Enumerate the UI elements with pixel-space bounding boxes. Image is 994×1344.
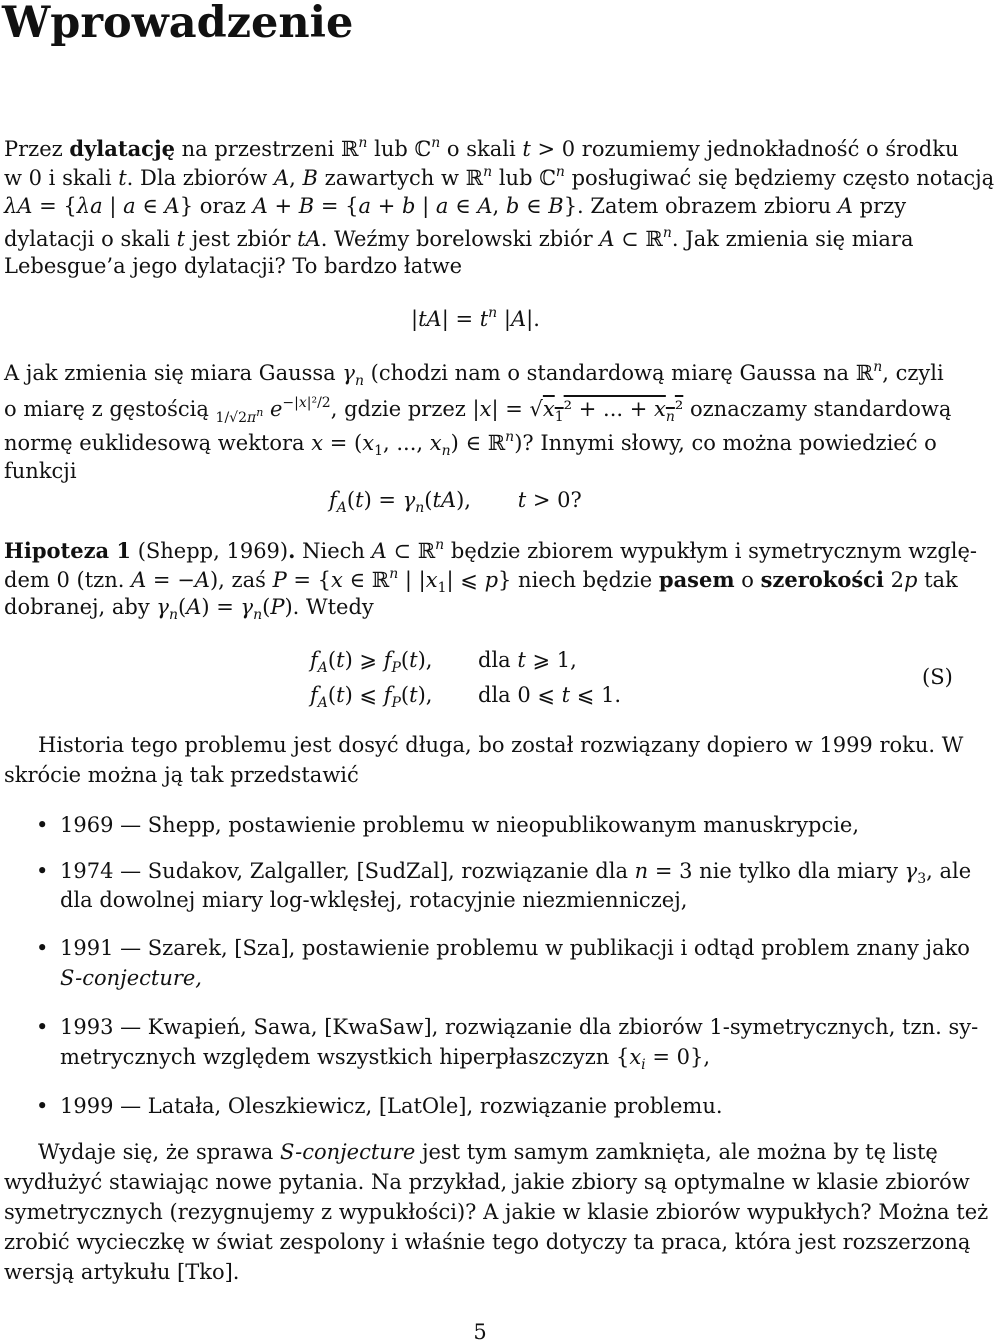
section-heading: Wprowadzenie: [2, 0, 354, 48]
list-item-1991-line2: S-conjecture,: [60, 966, 202, 990]
list-item-1974-line1: 1974 — Sudakov, Zalgaller, [SudZal], rozwiązanie dla n = 3 nie tylko dla miary $\gamma_3$, ale: [60, 859, 972, 887]
hypothesis-line2: dem 0 (tzn. A = −A), zaś P = {x ∈ ℝ$^n$ | $|x_1|$ ⩽ p} niech będzie pasem o szerokości 2p tak: [4, 566, 958, 596]
hypothesis-line3: dobranej, aby $\gamma_n(A) = \gamma_n(P)$. Wtedy: [4, 595, 374, 623]
equation-lebesgue: $|tA| = t^n$ |A|.: [411, 305, 540, 331]
para3-line2: skrócie można ją tak przedstawić: [4, 763, 359, 787]
para2-line1: A jak zmienia się miara Gaussa $\gamma_n$ (chodzi nam o standardową miarę Gaussa na ℝ$^n$, czyli: [4, 359, 944, 389]
para1-line2: w 0 i skali t. Dla zbiorów A, B zawartych w ℝ$^n$ lub ℂ$^n$ posługiwać się będziemy często notacją: [4, 164, 994, 190]
para1-line4: dylatacji o skali t jest zbiór tA. Weźmy borelowski zbiór A ⊂ ℝ$^n$. Jak zmienia się miara: [4, 225, 914, 251]
para4-line1: Wydaje się, że sprawa S-conjecture jest tym samym zamknięta, ale można by tę listę: [38, 1140, 938, 1164]
hypothesis-line1: Hipoteza 1 (Shepp, 1969). Niech A ⊂ ℝ$^n$ będzie zbiorem wypukłym i symetrycznym wzglę-: [4, 537, 978, 563]
eq-S-tag: (S): [922, 665, 953, 689]
equation-fA: $f_A(t) = \gamma_n(tA)$, t > 0?: [329, 488, 582, 516]
list-bullet: •: [36, 1015, 49, 1039]
para4-line4: zrobić wycieczkę w świat zespolony i właśnie tego dotyczy ta praca, która jest rozszerzoną: [4, 1230, 971, 1254]
para4-line5: wersją artykułu [Tko].: [4, 1260, 240, 1284]
eq-S-row2-left: $f_A(t)$ ⩽ $f_P(t)$,: [310, 683, 433, 711]
list-bullet: •: [36, 859, 49, 883]
list-bullet: •: [36, 936, 49, 960]
para4-line3: symetrycznych (rezygnujemy z wypukłości)? A jakie w klasie zbiorów wypukłych? Można też: [4, 1200, 989, 1224]
para3-line1: Historia tego problemu jest dosyć długa, bo został rozwiązany dopiero w 1999 roku. W: [38, 733, 964, 757]
eq-S-row1-left: $f_A(t)$ ⩾ $f_P(t)$,: [310, 648, 433, 676]
list-bullet: •: [36, 813, 49, 837]
para1-line5: Lebesgue’a jego dylatacji? To bardzo łatwe: [4, 254, 463, 278]
list-item-1993-line2: metrycznych względem wszystkich hiperpłaszczyzn $\{x_i = 0\}$,: [60, 1045, 710, 1073]
para4-line2: wydłużyć stawiając nowe pytania. Na przykład, jakie zbiory są optymalne w klasie zbiorów: [4, 1170, 970, 1194]
para2-line3: normę euklidesową wektora $x = (x_1$, ..., $x_n$) ∈ ℝ$^n$)? Innymi słowy, co można powiedzieć o: [4, 429, 937, 459]
list-item-1974-line2: dla dowolnej miary log-wklęsłej, rotacyjnie niezmienniczej,: [60, 888, 688, 912]
para1-line3: λA = {λa | a ∈ A} oraz A + B = {a + b | a ∈ A, b ∈ B}. Zatem obrazem zbioru A przy: [4, 194, 907, 218]
eq-S-row1-right: dla t ⩾ 1,: [478, 648, 577, 672]
list-item-1993-line1: 1993 — Kwapień, Sawa, [KwaSaw], rozwiązanie dla zbiorów 1-symetrycznych, tzn. sy-: [60, 1015, 979, 1039]
list-bullet: •: [36, 1094, 49, 1118]
page-number: 5: [473, 1320, 487, 1344]
list-item-1969: 1969 — Shepp, postawienie problemu w nieopublikowanym manuskrypcie,: [60, 813, 860, 837]
list-item-1999: 1999 — Latała, Oleszkiewicz, [LatOle], rozwiązanie problemu.: [60, 1094, 723, 1118]
para1-line1: Przez dylatację na przestrzeni ℝ$^n$ lub ℂ$^n$ o skali t > 0 rozumiemy jednokładność o środku: [4, 135, 959, 161]
list-item-1991-line1: 1991 — Szarek, [Sza], postawienie problemu w publikacji i odtąd problem znany jako: [60, 936, 970, 960]
eq-S-row2-right: dla 0 ⩽ t ⩽ 1.: [478, 683, 622, 707]
para2-line4: funkcji: [4, 459, 77, 483]
para2-line2: o miarę z gęstością $_{1/√2\pi^n}$ $e^{-|x|^2/2}$, gdzie przez $|x| = √x_1^2$ + ... + $x_n^2$ oznaczamy standardową: [4, 395, 952, 426]
